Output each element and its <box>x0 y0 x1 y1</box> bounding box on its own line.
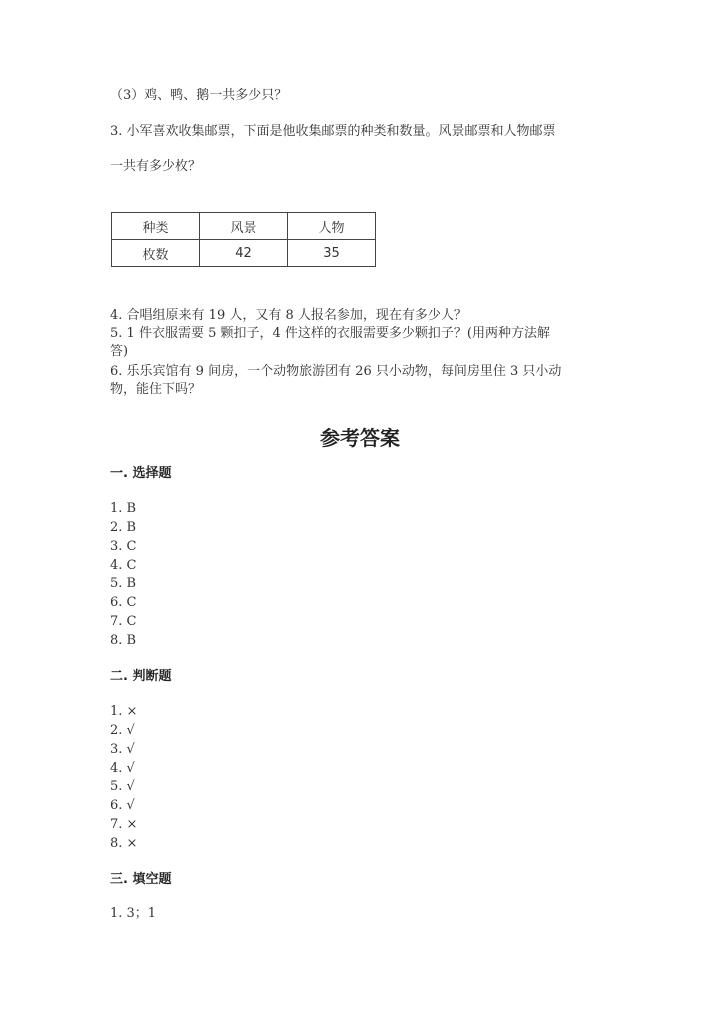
answer-item: 4. C <box>110 558 137 573</box>
answer-item: 4. √ <box>110 761 135 776</box>
answer-item: 6. C <box>110 595 137 610</box>
table-header-row <box>112 213 376 240</box>
question-5-line-2: 答) <box>110 344 129 359</box>
question-6-line-1: 6. 乐乐宾馆有 9 间房，一个动物旅游团有 26 只小动物，每间房里住 3 只小动 <box>110 364 562 379</box>
stamp-table <box>111 212 376 267</box>
table-cell: 35 <box>288 240 376 267</box>
answer-item: 3. √ <box>110 742 135 757</box>
answer-item: 2. √ <box>110 723 135 738</box>
answer-item: 7. × <box>110 817 138 832</box>
answer-item: 2. B <box>110 520 137 535</box>
table-header-cell: 种类 <box>112 213 200 240</box>
question-4: 4. 合唱组原来有 19 人，又有 8 人报名参加，现在有多少人？ <box>110 308 467 323</box>
answer-item: 3. C <box>110 539 137 554</box>
question-2-part-3: （3）鸡、鸭、鹅一共多少只？ <box>110 88 288 103</box>
table-row <box>112 240 376 267</box>
answer-item: 8. B <box>110 633 137 648</box>
section-2-heading: 二. 判断题 <box>110 669 172 684</box>
answer-item: 7. C <box>110 614 137 629</box>
table-header-cell: 人物 <box>288 213 376 240</box>
question-3-line-2: 一共有多少枚？ <box>110 159 202 174</box>
table-header-cell: 风景 <box>200 213 288 240</box>
answer-item: 5. B <box>110 576 137 591</box>
answer-item: 1. 3；1 <box>110 906 157 921</box>
table-cell: 枚数 <box>112 240 200 267</box>
answers-title: 参考答案 <box>320 426 400 450</box>
answer-item: 1. × <box>110 704 138 719</box>
table-cell: 42 <box>200 240 288 267</box>
answer-item: 5. √ <box>110 779 135 794</box>
answer-item: 8. × <box>110 836 138 851</box>
answer-item: 1. B <box>110 501 137 516</box>
question-5-line-1: 5. 1 件衣服需要 5 颗扣子，4 件这样的衣服需要多少颗扣子？(用两种方法解 <box>110 326 550 341</box>
section-3-heading: 三. 填空题 <box>110 872 172 887</box>
question-3-line-1: 3. 小军喜欢收集邮票，下面是他收集邮票的种类和数量。风景邮票和人物邮票 <box>110 124 556 139</box>
answer-item: 6. √ <box>110 798 135 813</box>
section-1-heading: 一. 选择题 <box>110 466 172 481</box>
question-6-line-2: 物，能住下吗？ <box>110 382 202 397</box>
